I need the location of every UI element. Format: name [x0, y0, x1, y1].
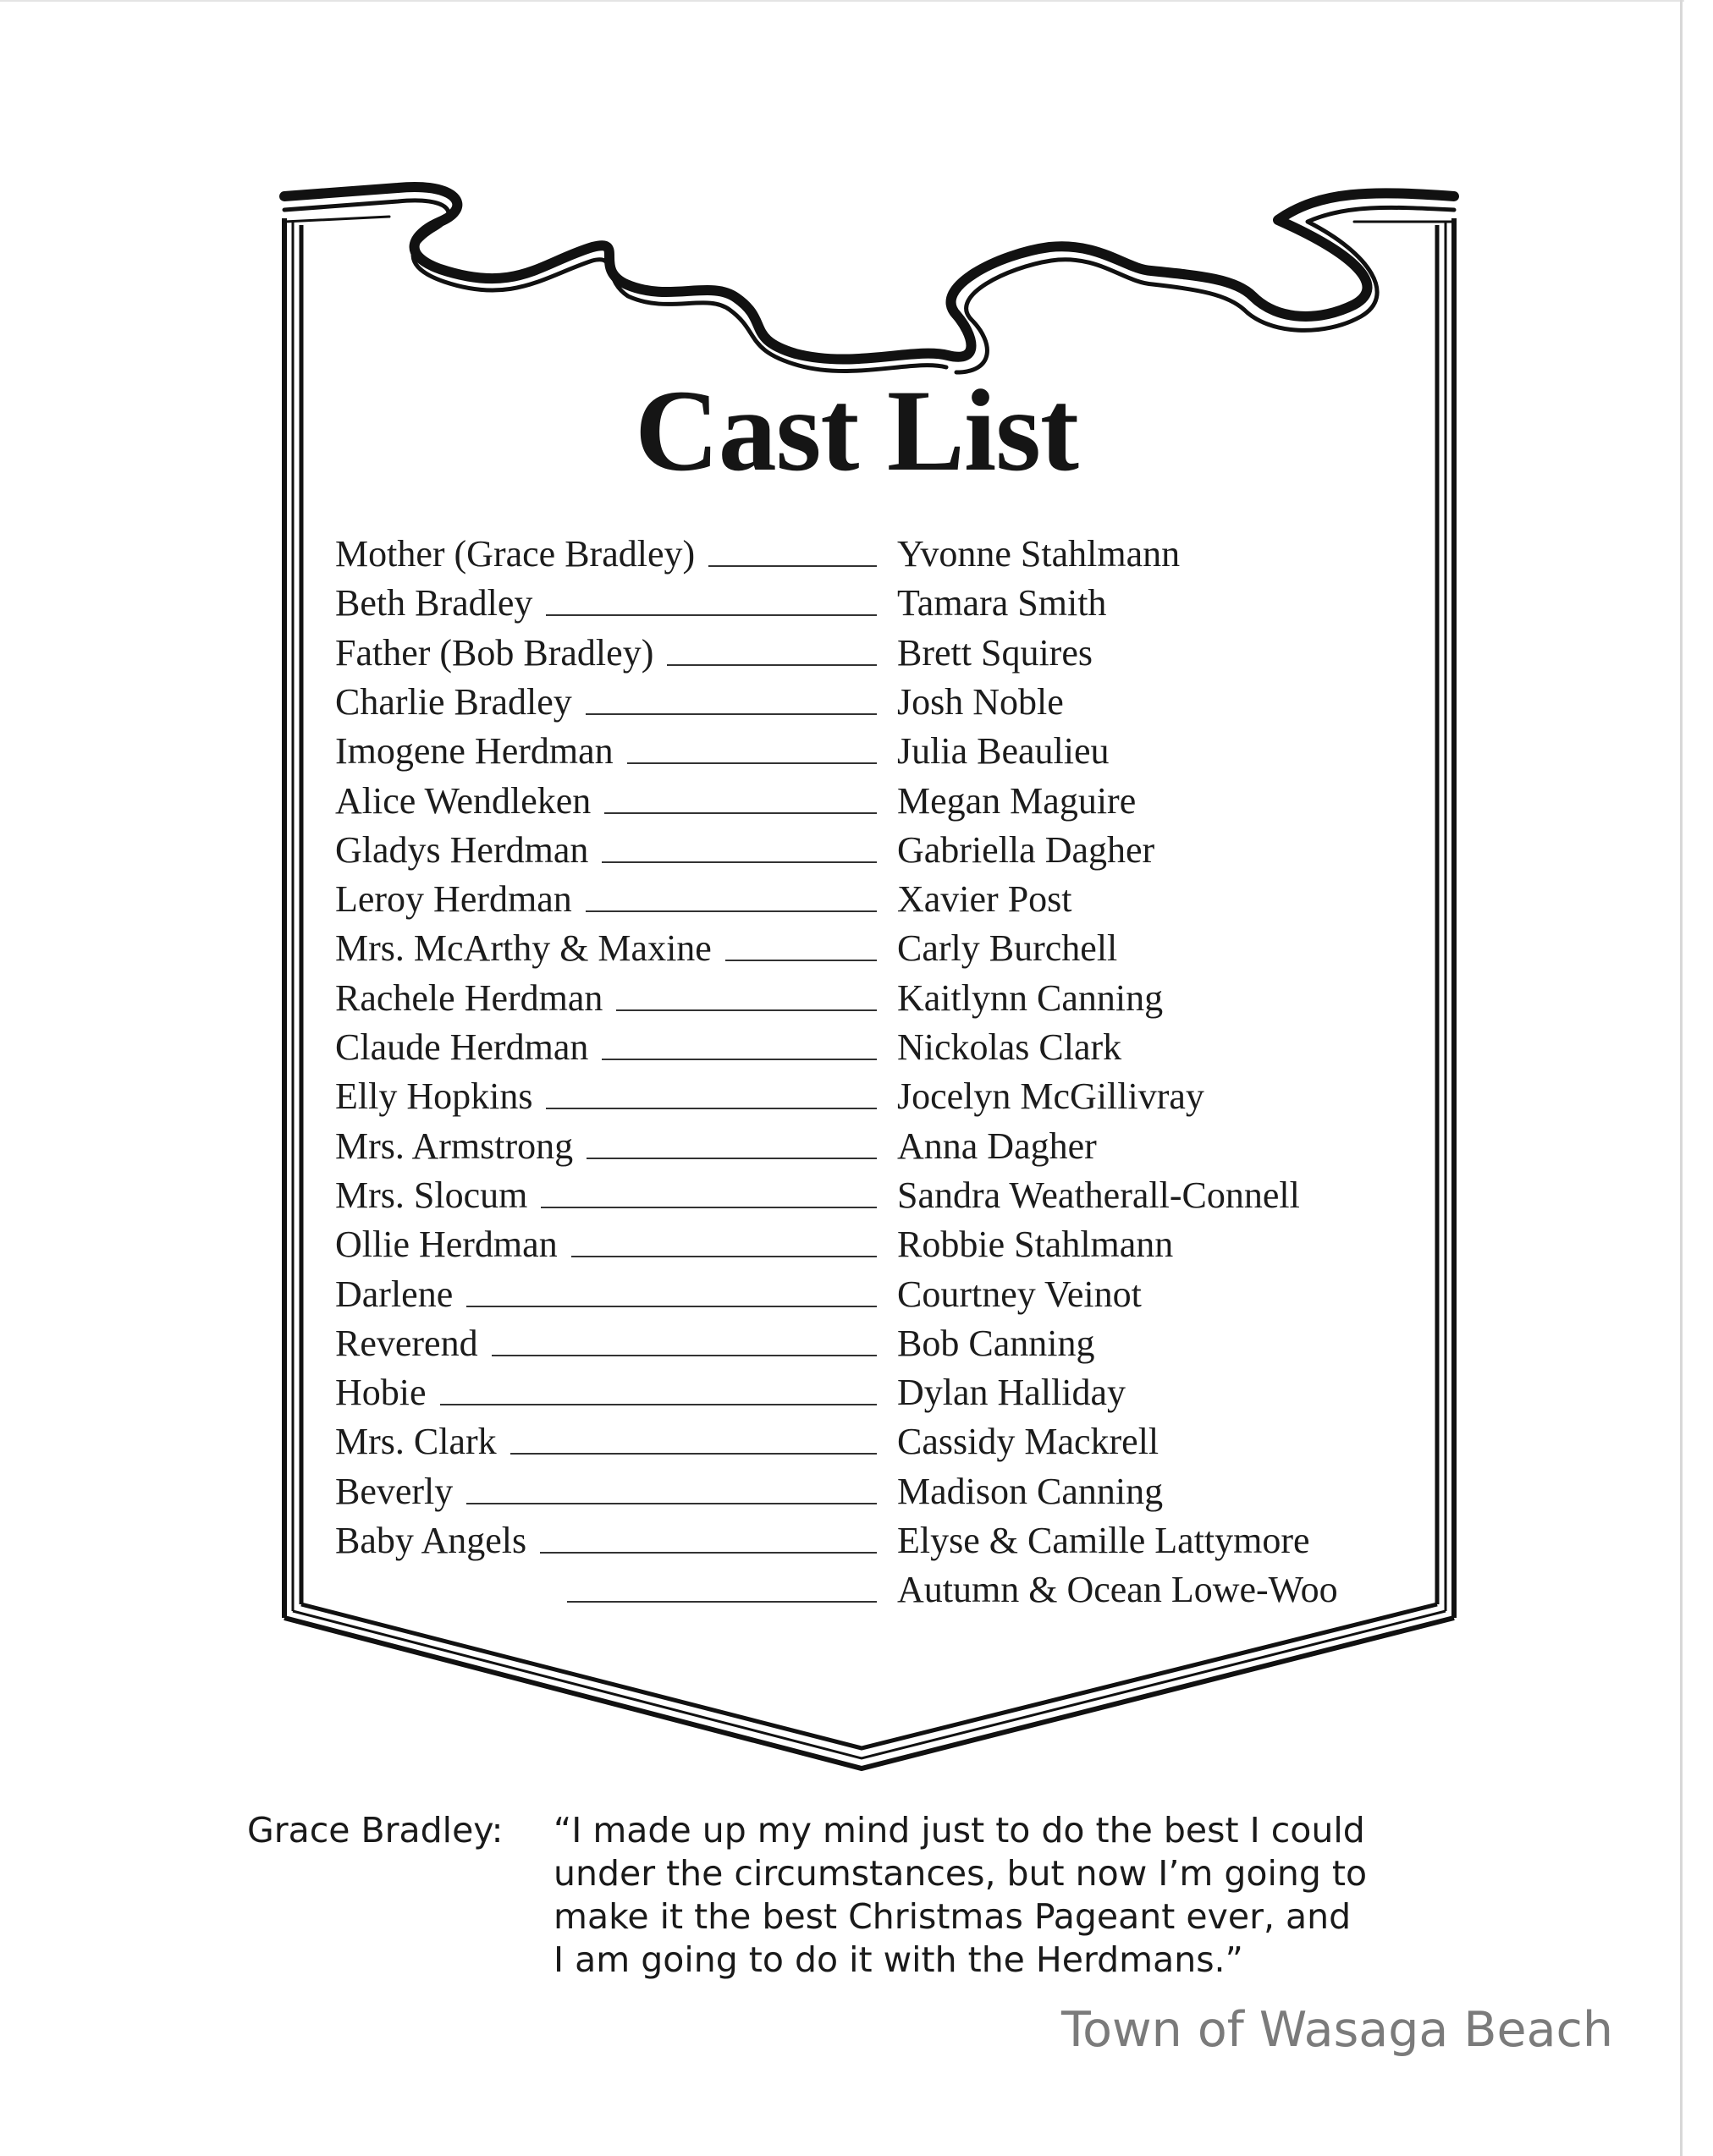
cast-row: [0, 777, 1713, 826]
cast-row: [0, 1270, 1713, 1319]
cast-actor: Megan Maguire: [897, 779, 1137, 822]
cast-row: [0, 1023, 1713, 1072]
quote-line: “I made up my mind just to do the best I could: [554, 1810, 1365, 1851]
leader-line: [466, 1306, 877, 1307]
cast-actor: Gabriella Dagher: [897, 828, 1155, 871]
cast-row: [0, 1417, 1713, 1466]
cast-actor: Autumn & Ocean Lowe-Woo: [897, 1569, 1338, 1611]
cast-actor: Robbie Stahlmann: [897, 1224, 1174, 1266]
cast-role: Charlie Bradley: [335, 680, 572, 723]
cast-actor: Tamara Smith: [897, 582, 1107, 624]
quote-speaker: Grace Bradley:: [247, 1810, 504, 1851]
leader-line: [708, 565, 877, 567]
cast-row: [0, 1171, 1713, 1220]
cast-actor: Xavier Post: [897, 878, 1072, 921]
cast-role: Father (Bob Bradley): [335, 631, 654, 674]
cast-actor: Courtney Veinot: [897, 1273, 1142, 1315]
quote-line: I am going to do it with the Herdmans.”: [554, 1939, 1243, 1980]
cast-actor: Josh Noble: [897, 680, 1064, 723]
cast-role: Beth Bradley: [335, 582, 533, 624]
leader-line: [587, 1158, 877, 1159]
leader-line: [492, 1355, 877, 1356]
leader-line: [602, 861, 877, 863]
cast-role: Beverly: [335, 1470, 454, 1512]
cast-actor: Yvonne Stahlmann: [897, 533, 1181, 575]
cast-role: Reverend: [335, 1322, 478, 1364]
leader-line: [541, 1207, 877, 1208]
cast-role: Alice Wendleken: [335, 779, 592, 822]
leader-line: [466, 1503, 877, 1504]
cast-actor: Madison Canning: [897, 1470, 1164, 1512]
cast-row: [0, 1122, 1713, 1171]
leader-line: [571, 1256, 877, 1257]
cast-role: Baby Angels: [335, 1520, 527, 1561]
cast-row: [0, 1467, 1713, 1516]
cast-actor: Elyse & Camille Lattymore: [897, 1520, 1310, 1561]
cast-role: Mrs. Slocum: [335, 1174, 528, 1216]
cast-role: Gladys Herdman: [335, 828, 589, 871]
leader-line: [510, 1453, 877, 1455]
cast-role: Rachele Herdman: [335, 976, 603, 1019]
cast-actor: Julia Beaulieu: [897, 730, 1110, 773]
cast-row: [0, 629, 1713, 678]
leader-line: [440, 1404, 877, 1405]
cast-row: [0, 1319, 1713, 1368]
cast-actor: Cassidy Mackrell: [897, 1421, 1159, 1463]
cast-row: [0, 579, 1713, 628]
cast-role: Mother (Grace Bradley): [335, 533, 696, 575]
leader-line: [602, 1059, 877, 1060]
quote-line: make it the best Christmas Pageant ever, and: [554, 1896, 1352, 1937]
cast-role: Mrs. Clark: [335, 1421, 497, 1463]
cast-actor: Jocelyn McGillivray: [897, 1075, 1204, 1118]
cast-row: [0, 678, 1713, 727]
quote-line: under the circumstances, but now I’m going to: [554, 1853, 1368, 1894]
cast-role: Elly Hopkins: [335, 1075, 533, 1118]
cast-row: [0, 974, 1713, 1023]
cast-row: [0, 1368, 1713, 1417]
leader-line: [627, 762, 877, 764]
cast-row: [0, 1220, 1713, 1269]
leader-line: [667, 664, 877, 666]
leader-line: [616, 1009, 877, 1011]
leader-line: [546, 1108, 877, 1109]
cast-actor: Dylan Halliday: [897, 1372, 1126, 1414]
leader-line: [725, 960, 877, 961]
cast-actor: Carly Burchell: [897, 927, 1118, 970]
watermark: Town of Wasaga Beach: [1061, 2002, 1613, 2058]
cast-row: [0, 1516, 1713, 1565]
cast-role: Mrs. Armstrong: [335, 1125, 574, 1167]
cast-role: Leroy Herdman: [335, 878, 572, 921]
cast-actor: Brett Squires: [897, 631, 1093, 674]
leader-line: [586, 910, 877, 912]
cast-role: Mrs. McArthy & Maxine: [335, 927, 712, 970]
page-title: Cast List: [635, 366, 1078, 495]
cast-actor: Nickolas Clark: [897, 1026, 1122, 1068]
leader-line: [540, 1552, 877, 1554]
cast-actor: Sandra Weatherall-Connell: [897, 1174, 1300, 1216]
leader-line: [546, 614, 877, 616]
quote-text: [554, 1809, 1501, 1982]
cast-actor: Bob Canning: [897, 1322, 1095, 1364]
cast-row: [0, 826, 1713, 875]
cast-actor: Kaitlynn Canning: [897, 976, 1164, 1019]
cast-role: Hobie: [335, 1372, 427, 1414]
cast-row: [0, 924, 1713, 973]
leader-line: [586, 713, 877, 715]
cast-row: [0, 530, 1713, 579]
cast-role: Ollie Herdman: [335, 1224, 558, 1266]
cast-row: [0, 1565, 1713, 1614]
leader-line: [604, 812, 877, 814]
cast-role: Darlene: [335, 1273, 454, 1315]
cast-role: Claude Herdman: [335, 1026, 589, 1068]
cast-row: [0, 1072, 1713, 1121]
leader-line: [567, 1601, 877, 1603]
cast-row: [0, 875, 1713, 924]
cast-row: [0, 727, 1713, 776]
cast-role: Imogene Herdman: [335, 730, 614, 773]
cast-actor: Anna Dagher: [897, 1125, 1097, 1167]
